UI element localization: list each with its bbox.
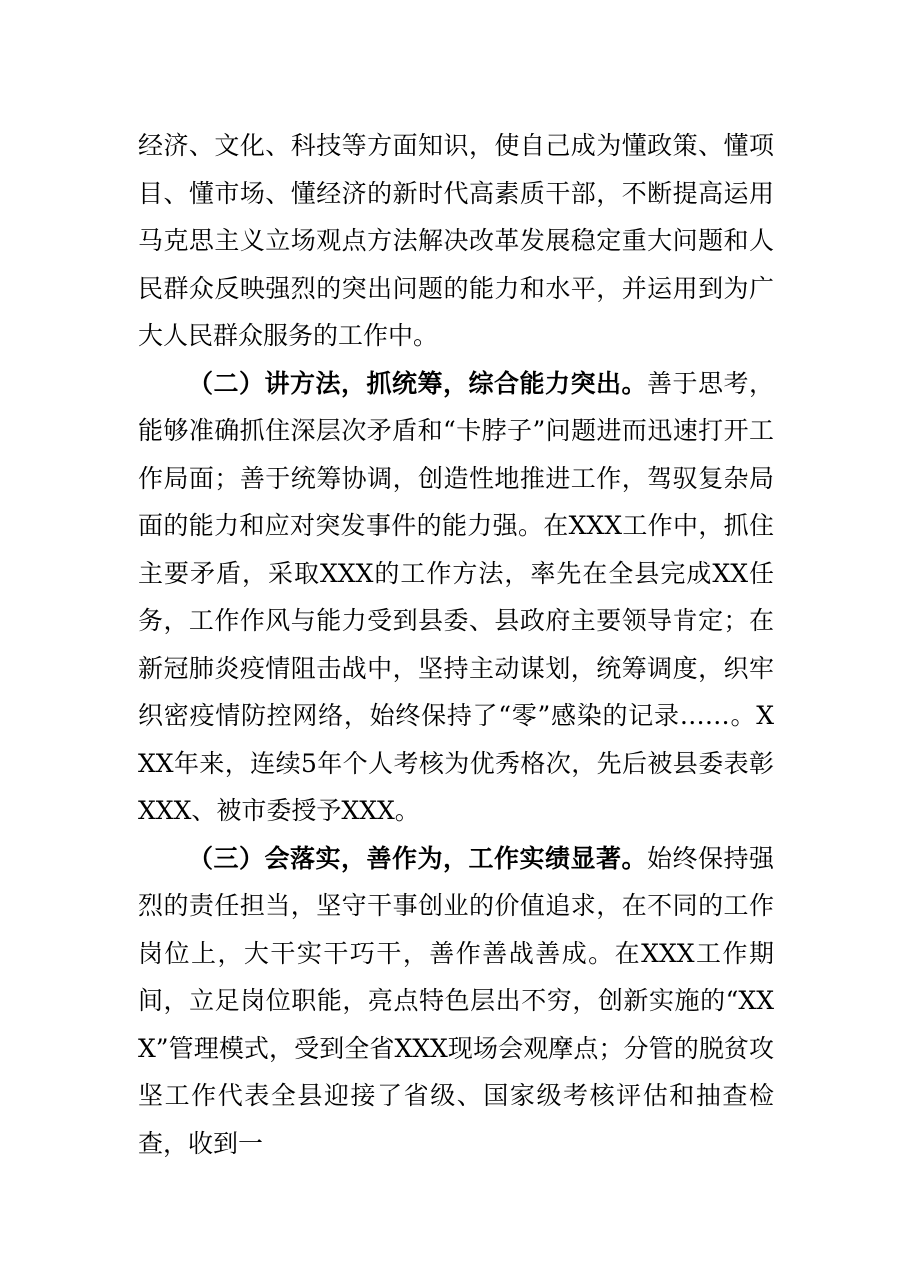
paragraph-text: 始终保持强烈的责任担当，坚守干事创业的价值追求，在不同的工作岗位上，大干实干巧干，善作善战善成。在XXX工作期间，立足岗位职能，亮点特色层出不穷，创新实施的“XXX”管理模式，受到全省XXX现场会观摩点；分管的脱贫攻坚工作代表全县迎接了省级、国家级考核评估和抽查检查，收到一 (138, 843, 774, 1158)
paragraph-section-three (138, 835, 774, 1168)
paragraph-continuation (138, 122, 774, 360)
section-heading-three: （三）会落实，善作为，工作实绩显著。 (188, 843, 647, 873)
section-heading-two: （二）讲方法，抓统筹，综合能力突出。 (188, 368, 647, 398)
document-body (138, 122, 774, 1167)
paragraph-section-two (138, 360, 774, 835)
paragraph-text: 经济、文化、科技等方面知识，使自己成为懂政策、懂项目、懂市场、懂经济的新时代高素质干部，不断提高运用马克思主义立场观点方法解决改革发展稳定重大问题和人民群众反映强烈的突出问题的能力和水平，并运用到为广大人民群众服务的工作中。 (138, 131, 774, 350)
paragraph-text: 善于思考，能够准确抓住深层次矛盾和“卡脖子”问题进而迅速打开工作局面；善于统筹协调，创造性地推进工作，驾驭复杂局面的能力和应对突发事件的能力强。在XXX工作中，抓住主要矛盾，采取XXX的工作方法，率先在全县完成XX任务，工作作风与能力受到县委、县政府主要领导肯定；在新冠肺炎疫情阻击战中，坚持主动谋划，统筹调度，织牢织密疫情防控网络，始终保持了“零”感染的记录……。XXX年来，连续5年个人考核为优秀格次，先后被县委表彰XXX、被市委授予XXX。 (138, 368, 774, 825)
